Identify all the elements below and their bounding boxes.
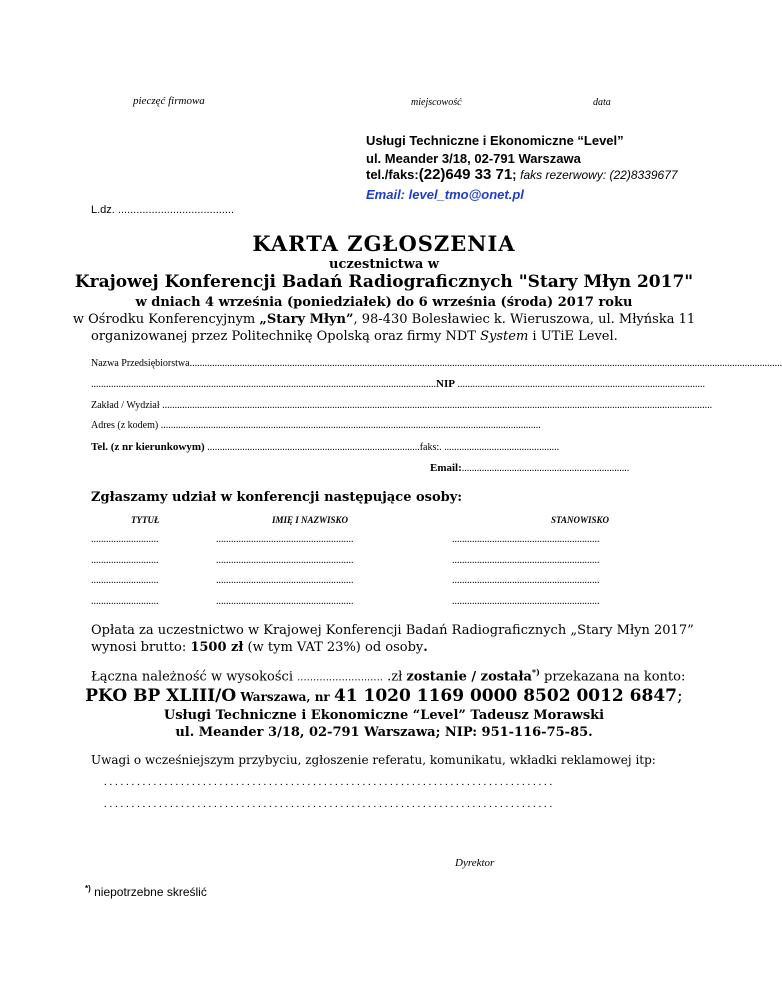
conference-dates: w dniach 4 września (poniedziałek) do 6 września (środa) 2017 roku bbox=[135, 295, 633, 310]
stamp-label: pieczęć firmowa bbox=[133, 95, 205, 107]
address-field-row bbox=[91, 420, 683, 434]
email-field-dots: ................................................................... bbox=[461, 463, 630, 474]
account-end: ; bbox=[677, 686, 683, 706]
email-field[interactable] bbox=[430, 462, 629, 474]
tel-field-row bbox=[91, 441, 683, 455]
nip-field-row bbox=[91, 378, 705, 392]
participant-name-field[interactable]: ....................................................... bbox=[216, 575, 354, 586]
payment-zl: .zł bbox=[382, 669, 407, 685]
form-title: KARTA ZGŁOSZENIA bbox=[252, 231, 516, 256]
participant-position-field[interactable]: ........................................................... bbox=[452, 555, 600, 566]
remarks-label: Uwagi o wcześniejszym przybyciu, zgłoszenie referatu, komunikatu, wkładki reklamowej itp: bbox=[91, 753, 656, 767]
dept-field[interactable]: Zakład / Wydział ............................................................................................................................................................................................................................ bbox=[91, 400, 713, 411]
phone-number: (22)649 33 71 bbox=[418, 166, 513, 183]
email-field-label: Email: bbox=[430, 462, 462, 474]
remarks-line-2-row bbox=[104, 798, 684, 814]
fee-period: . bbox=[423, 640, 428, 655]
conference-name: Krajowej Konferencji Badań Radiograficznych "Stary Młyn 2017" bbox=[74, 272, 694, 292]
fee-prefix: wynosi brutto: bbox=[91, 640, 191, 655]
payment-status: zostanie / została bbox=[406, 669, 532, 685]
account-holder-address: ul. Meander 3/18, 02-791 Warszawa; NIP: 951-116-75-85. bbox=[175, 725, 593, 740]
participant-title-field[interactable]: ........................... bbox=[91, 575, 159, 586]
bank-name: PKO BP XLIII/O bbox=[85, 686, 237, 706]
bank-city: Warszawa, nr bbox=[236, 690, 334, 704]
phone-sep: ; bbox=[512, 167, 517, 182]
address-street: ul. Meander 3/18, 02-791 Warszawa bbox=[366, 151, 581, 166]
bank-account bbox=[0, 686, 768, 706]
participant-title-field[interactable]: ........................... bbox=[91, 534, 159, 545]
fax-backup: faks rezerwowy: (22)8339677 bbox=[520, 168, 678, 182]
dept-field-row bbox=[91, 400, 713, 414]
venue-name: „Stary Młyn” bbox=[259, 312, 354, 327]
participant-name-field[interactable]: ....................................................... bbox=[216, 596, 354, 607]
director-label: Dyrektor bbox=[455, 857, 495, 869]
account-number: 41 1020 1169 0000 8502 0012 6847 bbox=[333, 686, 677, 706]
footnote-star: *) bbox=[85, 884, 91, 893]
payment-amount-field[interactable]: ........................... bbox=[297, 672, 383, 684]
fee-line-1: Opłata za uczestnictwo w Krajowej Konferencji Badań Radiograficznych „Stary Młyn 2017” bbox=[91, 623, 694, 638]
fee-amount: 1500 zł bbox=[190, 640, 244, 655]
ldz-field[interactable]: L.dz. ...................................... bbox=[91, 204, 235, 216]
venue-prefix: w Ośrodku Konferencyjnym bbox=[72, 312, 260, 327]
address-email bbox=[366, 187, 524, 202]
nip-label: NIP bbox=[436, 378, 455, 390]
col-header-position: STANOWISKO bbox=[551, 515, 610, 525]
form-subtitle: uczestnictwa w bbox=[329, 257, 439, 272]
participant-position-field[interactable]: ........................................................... bbox=[452, 534, 600, 545]
address-company: Usługi Techniczne i Ekonomiczne “Level” bbox=[366, 133, 624, 148]
participants-heading: Zgłaszamy udział w konferencji następujące osoby: bbox=[91, 490, 463, 505]
org-suffix: i UTiE Level. bbox=[528, 329, 618, 344]
payment-star: *) bbox=[531, 667, 540, 677]
phone-label: tel./faks: bbox=[366, 167, 419, 182]
remarks-line-1[interactable]: . . . . . . . . . . . . . . . . . . . . . . . . . . . . . . . . . . . . . . . . . . . . . . . . . . . . . . . . . . . . . . . . . . . . . . . . . . . . . . . . . . bbox=[104, 776, 553, 788]
footnote-text: niepotrzebne skreślić bbox=[90, 885, 207, 899]
participant-title-field[interactable]: ........................... bbox=[91, 555, 159, 566]
col-header-title: TYTUŁ bbox=[131, 515, 160, 525]
fee-suffix: (w tym VAT 23%) od osoby bbox=[243, 640, 424, 655]
nip-dots: .......................................................................................................................................... bbox=[91, 379, 436, 390]
tel-field[interactable] bbox=[91, 441, 559, 453]
payment-suffix: przekazana na konto: bbox=[539, 669, 686, 685]
participant-name-field[interactable]: ....................................................... bbox=[216, 555, 354, 566]
address-phone bbox=[366, 166, 678, 183]
company-field-row bbox=[91, 358, 782, 372]
email-value[interactable]: level_tmo@onet.pl bbox=[408, 187, 524, 202]
payment-line bbox=[91, 667, 685, 684]
footnote bbox=[85, 884, 207, 899]
tel-dots: .....................................................................................faks:. .............................................. bbox=[204, 442, 560, 453]
nip-field[interactable] bbox=[91, 378, 705, 390]
address-field[interactable]: Adres (z kodem) ........................................................................................................................................................ bbox=[91, 420, 541, 431]
participant-position-field[interactable]: ........................................................... bbox=[452, 575, 600, 586]
conference-organizers bbox=[91, 329, 618, 344]
place-label: miejscowość bbox=[411, 97, 462, 108]
org-system: System bbox=[480, 329, 529, 344]
col-header-name: IMIĘ I NAZWISKO bbox=[272, 515, 349, 525]
payment-prefix: Łączna należność w wysokości bbox=[91, 669, 298, 685]
remarks-line-2[interactable]: . . . . . . . . . . . . . . . . . . . . . . . . . . . . . . . . . . . . . . . . . . . . . . . . . . . . . . . . . . . . . . . . . . . . . . . . . . . . . . . . . . bbox=[104, 798, 553, 810]
nip-tail: ................................................................................................... bbox=[454, 379, 705, 390]
participant-title-field[interactable]: ........................... bbox=[91, 596, 159, 607]
venue-suffix: , 98-430 Bolesławiec k. Wieruszowa, ul. Młyńska 11 bbox=[353, 312, 696, 327]
remarks-line-1-row bbox=[104, 776, 684, 792]
org-prefix: organizowanej przez Politechnikę Opolską oraz firmy NDT bbox=[91, 329, 481, 344]
fee-line-2 bbox=[91, 640, 428, 655]
company-field[interactable]: Nazwa Przedsiębiorstwa............................................................................................................................................................................................................................................. bbox=[91, 358, 782, 369]
tel-label: Tel. (z nr kierunkowym) bbox=[91, 441, 205, 453]
date-label: data bbox=[593, 97, 611, 108]
account-holder: Usługi Techniczne i Ekonomiczne “Level” Tadeusz Morawski bbox=[163, 708, 605, 723]
email-label: Email: bbox=[366, 187, 406, 202]
participant-position-field[interactable]: ........................................................... bbox=[452, 596, 600, 607]
conference-venue bbox=[0, 312, 768, 327]
participant-name-field[interactable]: ....................................................... bbox=[216, 534, 354, 545]
